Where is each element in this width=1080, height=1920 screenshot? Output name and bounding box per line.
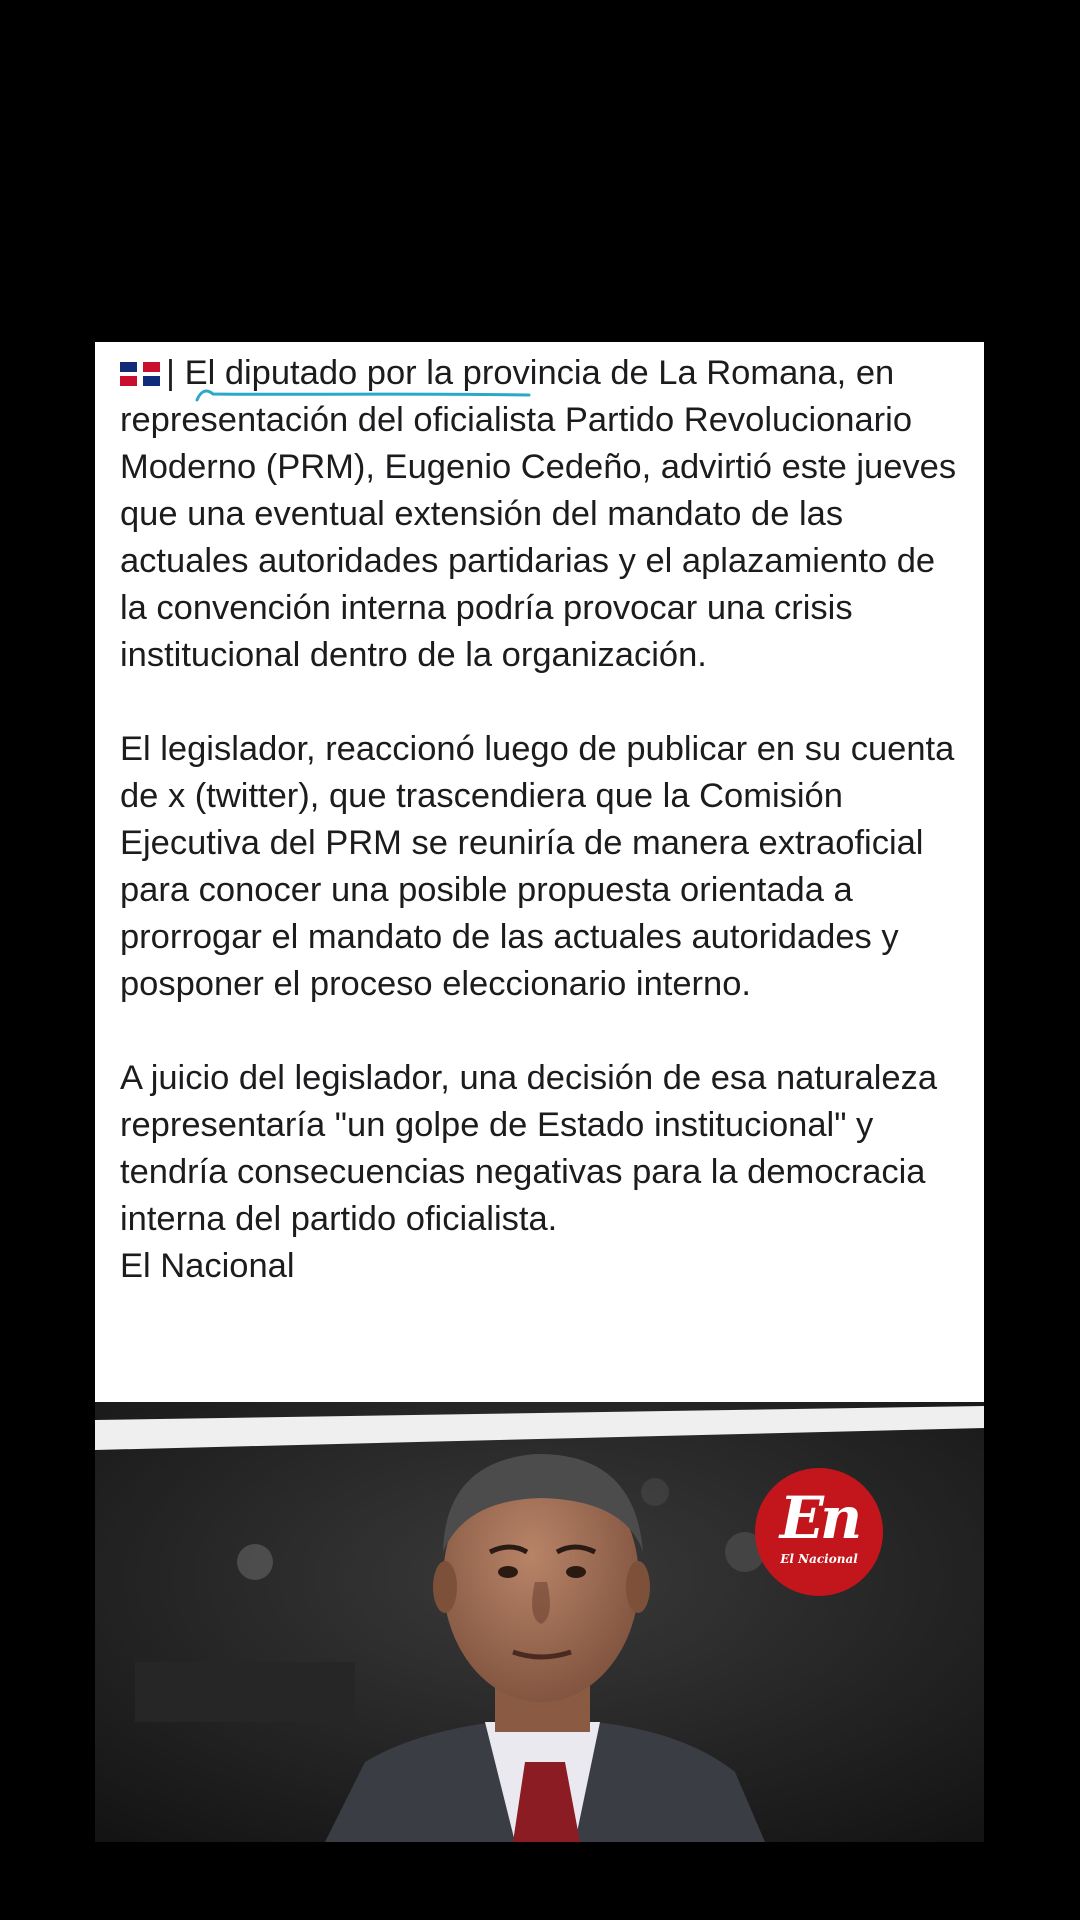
post-source: El Nacional xyxy=(120,1247,295,1285)
logo-mark: En xyxy=(779,1484,859,1552)
lead-separator: | xyxy=(166,354,175,392)
post-paragraph-2: El legislador, reaccionó luego de publicar en su cuenta de x (twitter), que trascendiera que la Comisión Ejecutiva del PRM se reuniría de manera extraoficial para conocer una posible propuesta orientada a prorrogar el mandato de las actuales autoridades y posponer el proceso eleccionario interno. xyxy=(120,730,955,1003)
post-text xyxy=(120,350,970,1290)
news-photo xyxy=(95,1402,984,1842)
el-nacional-logo xyxy=(755,1468,883,1596)
post-paragraph-1 xyxy=(120,350,970,679)
post-card xyxy=(95,342,984,1402)
portrait-illustration xyxy=(95,1402,984,1842)
paragraph-3-text: A juicio del legislador, una decisión de esa naturaleza representaría "un golpe de Estado institucional" y tendría consecuencias negativas para la democracia interna del partido oficialista. xyxy=(120,1059,938,1238)
logo-name: El Nacional xyxy=(780,1552,858,1566)
post-paragraph-3 xyxy=(120,1055,970,1290)
dominican-republic-flag-icon xyxy=(120,362,160,386)
paragraph-1-text: El diputado por la provincia de La Romana, en representación del oficialista Partido Revolucionario Moderno (PRM), Eugenio Cedeño, advirtió este jueves que una eventual extensión del mandato de las actuales autoridades partidarias y el aplazamiento de la convención interna podría provocar una crisis institucional dentro de la organización. xyxy=(120,354,957,674)
